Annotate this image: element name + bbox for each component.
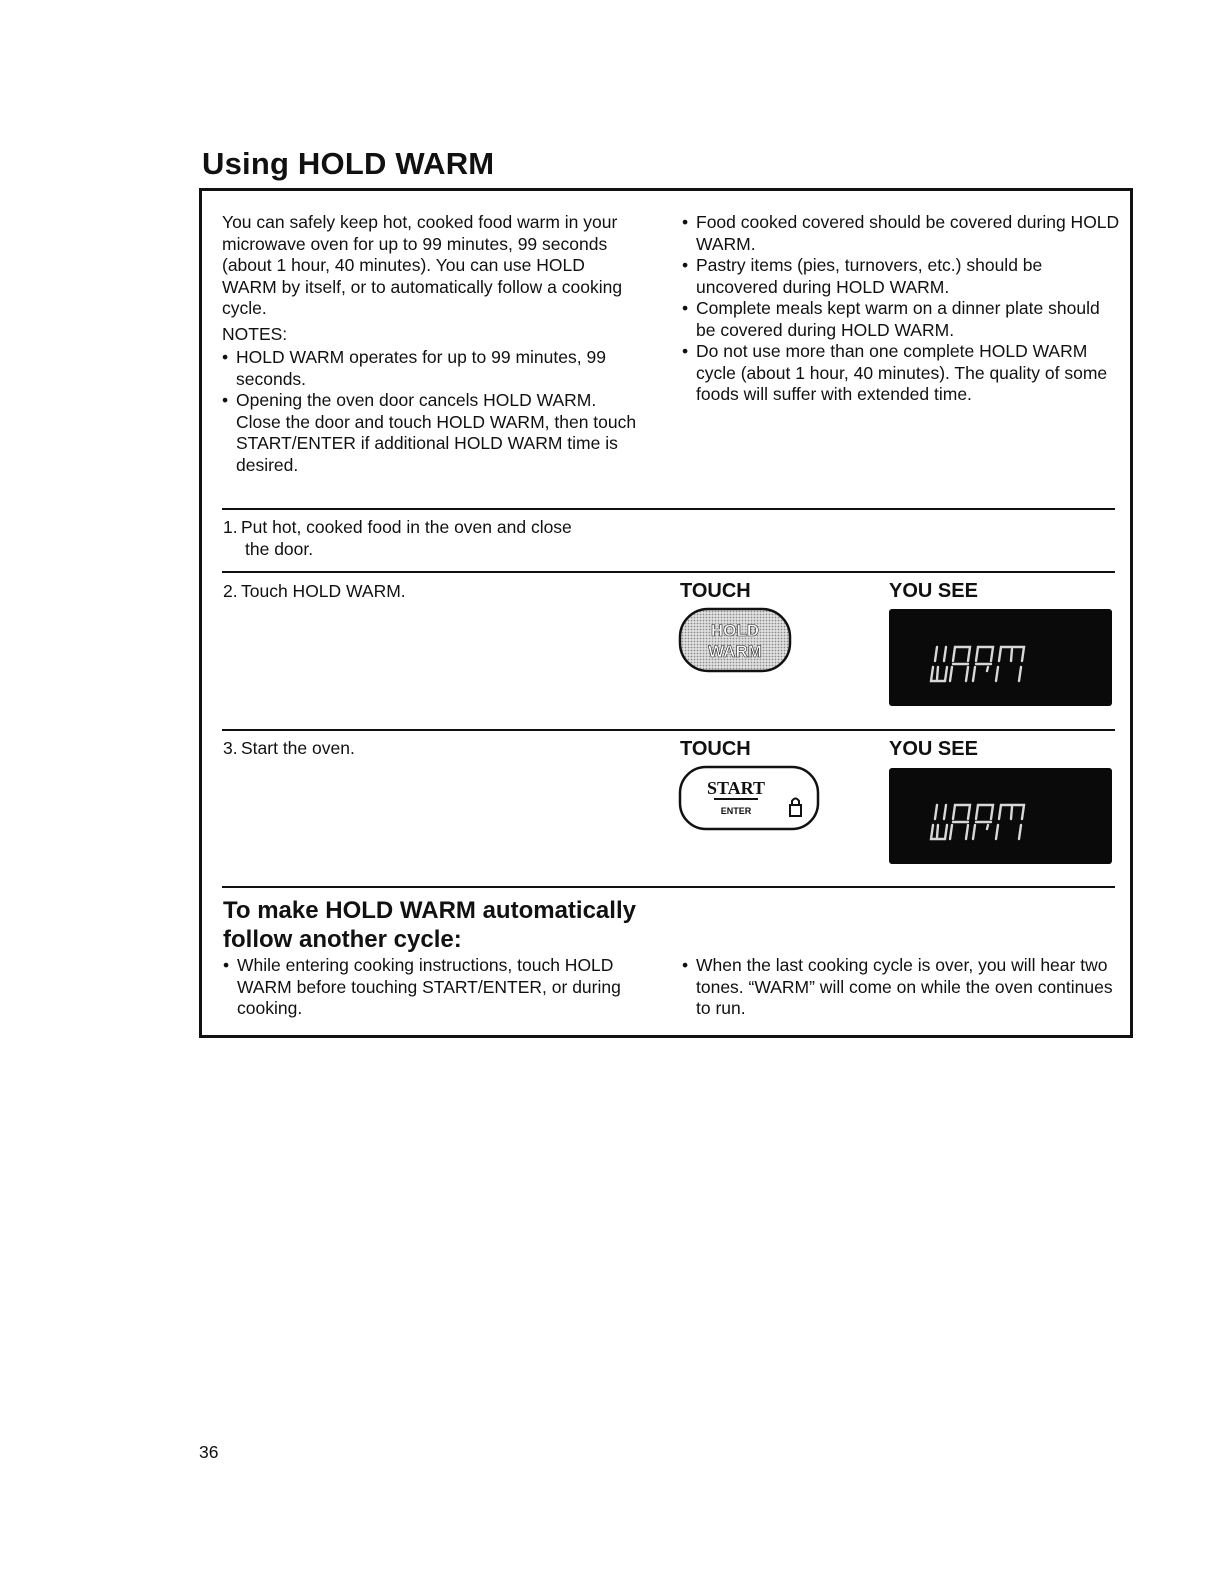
step-2	[223, 581, 406, 603]
page-title: Using HOLD WARM	[202, 146, 495, 181]
step-1	[223, 517, 663, 560]
touch-label: TOUCH	[680, 738, 751, 760]
button-bottom-label: WARM	[708, 642, 762, 661]
auto-tip: • When the last cooking cycle is over, you will hear two tones. “WARM” will come on while the oven continues to run.	[682, 955, 1122, 1020]
tip-item: • Pastry items (pies, turnovers, etc.) should be uncovered during HOLD WARM.	[682, 255, 1122, 298]
you-see-label: YOU SEE	[889, 580, 978, 602]
tip-item: • Do not use more than one complete HOLD WARM cycle (about 1 hour, 40 minutes). The quality of some foods will suffer with extended time.	[682, 341, 1122, 406]
intro-left	[222, 212, 642, 476]
divider	[222, 571, 1115, 573]
step-3	[223, 738, 355, 760]
lcd-display	[889, 768, 1112, 864]
tip-item: • Food cooked covered should be covered during HOLD WARM.	[682, 212, 1122, 255]
button-top-label: START	[706, 778, 766, 798]
section-heading	[223, 896, 636, 954]
divider	[222, 886, 1115, 888]
tip-item: • Complete meals kept warm on a dinner plate should be covered during HOLD WARM.	[682, 298, 1122, 341]
you-see-label: YOU SEE	[889, 738, 978, 760]
note-item: • Opening the oven door cancels HOLD WARM. Close the door and touch HOLD WARM, then touch START/ENTER if additional HOLD WARM time is desired.	[222, 390, 642, 476]
step-text: Touch HOLD WARM.	[241, 581, 406, 601]
lcd-display	[889, 609, 1112, 706]
step-text-continued: the door.	[245, 538, 314, 559]
step-number: 2.	[223, 581, 238, 601]
intro-paragraph: You can safely keep hot, cooked food warm in your microwave oven for up to 99 minutes, 99 seconds (about 1 hour, 40 minutes). You can use HOLD WARM by itself, or to automatically follow a cooking cycle.	[222, 212, 623, 318]
section-heading-line: To make HOLD WARM automatically	[223, 897, 636, 924]
warm-readout	[889, 609, 1112, 706]
note-item: • HOLD WARM operates for up to 99 minutes, 99 seconds.	[222, 347, 642, 390]
section-heading-line: follow another cycle:	[223, 926, 462, 953]
auto-left	[223, 955, 643, 1020]
hold-warm-button-icon	[678, 607, 792, 673]
step-number: 1.	[223, 517, 238, 537]
auto-tip: • While entering cooking instructions, touch HOLD WARM before touching START/ENTER, or during cooking.	[223, 955, 643, 1020]
intro-right	[682, 212, 1122, 406]
page-number: 36	[199, 1442, 219, 1462]
touch-label: TOUCH	[680, 580, 751, 602]
button-bottom-label: ENTER	[720, 806, 752, 816]
auto-right	[682, 955, 1122, 1020]
step-text: Put hot, cooked food in the oven and close	[241, 517, 572, 537]
warm-readout	[889, 768, 1112, 864]
start-enter-button-icon	[678, 765, 822, 833]
notes-label: NOTES:	[222, 323, 288, 344]
step-text: Start the oven.	[241, 738, 355, 758]
divider	[222, 508, 1115, 510]
divider	[222, 729, 1115, 731]
step-number: 3.	[223, 738, 238, 758]
button-top-label: HOLD	[710, 621, 760, 640]
